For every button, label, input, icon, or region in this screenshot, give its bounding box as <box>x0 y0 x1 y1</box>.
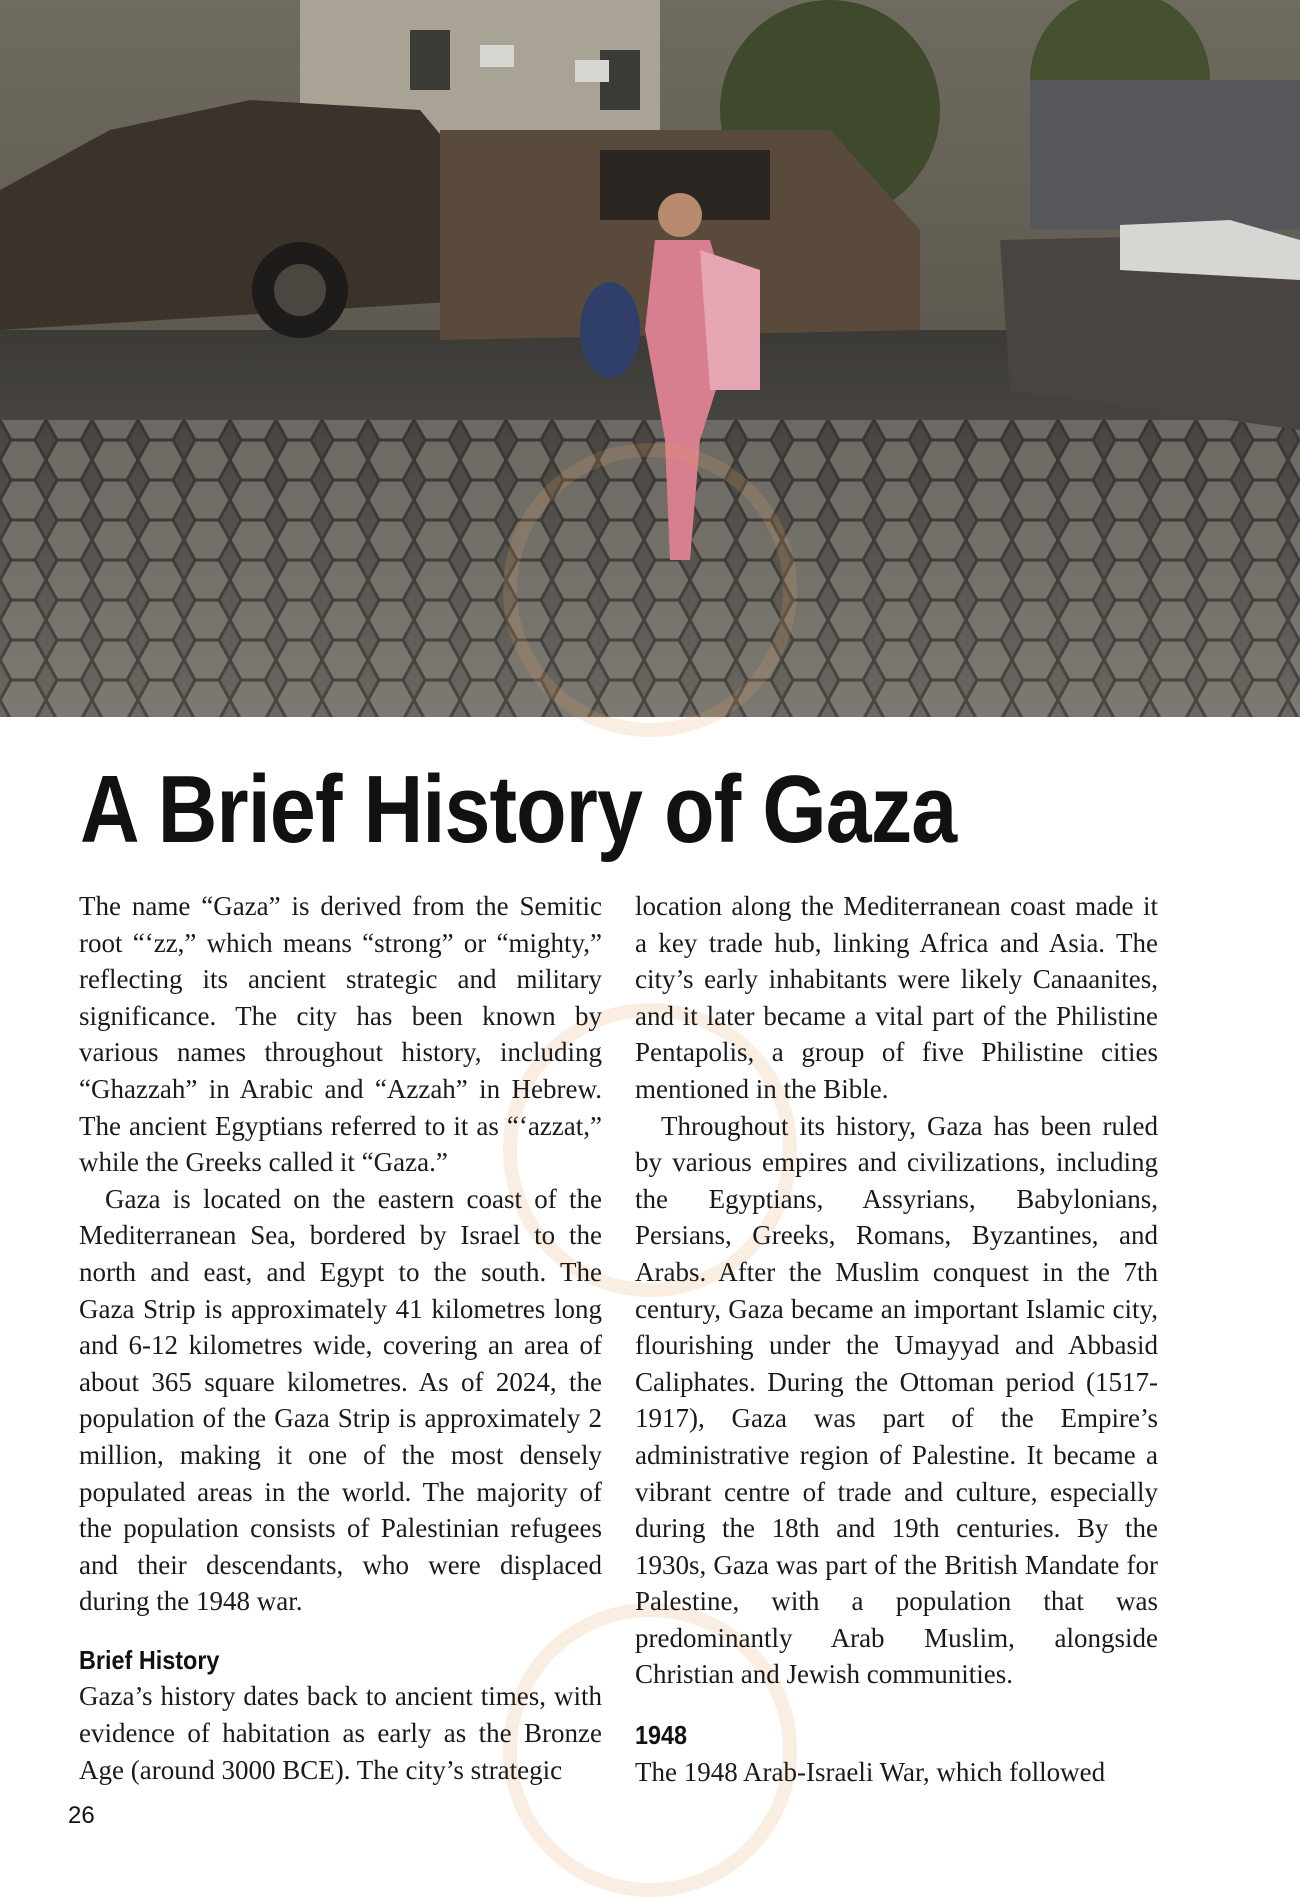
paragraph: Gaza is located on the eastern coast of the Mediterranean Sea, bordered by Israel to the north and east, and Egypt to the south. The Gaza Strip is approximately 41 kilometres long and 6-12 kilometres wide, covering an area of about 365 square kilometres. As of 2024, the population of the Gaza Strip is approximately 2 million, making it one of the most densely populated areas in the world. The majority of the population consists of Palestinian refugees and their descendants, who were displaced during the 1948 war. <box>79 1183 602 1617</box>
photo-scene <box>0 0 1300 717</box>
page-number: 26 <box>68 1802 95 1829</box>
right-column <box>635 888 1158 1790</box>
left-column <box>79 888 602 1788</box>
paragraph: The name “Gaza” is derived from the Semitic root “‘zz,” which means “strong” or “mighty,” reflecting its ancient strategic and military significance. The city has been known by various names throughout history, including “Ghazzah” in Arabic and “Azzah” in Hebrew. The ancient Egyptians referred to it as “‘azzat,” while the Greeks called it “Gaza.” <box>79 891 602 1178</box>
paragraph: location along the Mediterranean coast made it a key trade hub, linking Africa and Asia. The city’s early inhabitants were likely Canaanites, and it later became a vital part of the Philistine Pentapolis, a group of five Philistine cities mentioned in the Bible. <box>635 891 1158 1104</box>
section-heading: 1948 <box>635 1720 688 1751</box>
page-title: A Brief History of Gaza <box>80 756 957 863</box>
paragraph: The 1948 Arab-Israeli War, which followed <box>635 1756 1106 1787</box>
hero-photo <box>0 0 1300 717</box>
paragraph: Throughout its history, Gaza has been ruled by various empires and civilizations, including the Egyptians, Assyrians, Babylonians, Persians, Greeks, Romans, Byzantines, and Arabs. After the Muslim conquest in the 7th century, Gaza became an important Islamic city, flourishing under the Umayyad and Abbasid Caliphates. During the Ottoman period (1517-1917), Gaza was part of the Empire’s administrative region of Palestine. It became a vibrant centre of trade and culture, especially during the 18th and 19th centuries. By the 1930s, Gaza was part of the British Mandate for Palestine, with a population that was predominantly Arab Muslim, alongside Christian and Jewish communities. <box>635 1110 1158 1690</box>
paragraph: Gaza’s history dates back to ancient times, with evidence of habitation as early as the Bronze Age (around 3000 BCE). The city’s strategic <box>79 1681 602 1785</box>
section-heading: Brief History <box>79 1644 220 1675</box>
